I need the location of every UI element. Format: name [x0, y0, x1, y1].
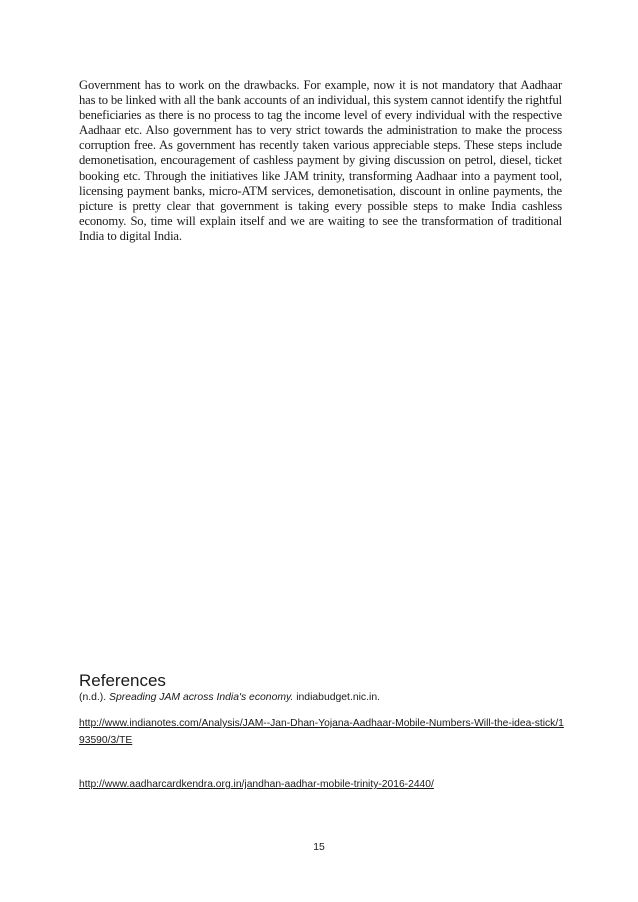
references-heading: References	[79, 671, 166, 690]
reference-link-indianotes[interactable]: http://www.indianotes.com/Analysis/JAM--Jan-Dhan-Yojana-Aadhaar-Mobile-Numbers-Will-the-idea-stick/193590/3/TE	[79, 718, 564, 746]
reference-link-aadharcardkendra[interactable]: http://www.aadharcardkendra.org.in/jandhan-aadhar-mobile-trinity-2016-2440/	[79, 779, 434, 790]
reference-entry-prefix: (n.d.).	[79, 692, 110, 703]
reference-entry-title: Spreading JAM across India's economy.	[109, 692, 294, 703]
page-number: 15	[313, 842, 325, 853]
reference-entry	[79, 691, 562, 705]
body-paragraph: Government has to work on the drawbacks. For example, now it is not mandatory that Aadhaar has to be linked with all the bank accounts of an individual, this system cannot identify the rightful beneficiaries as there is no process to tag the income level of every individual with the respective Aadhaar etc. Also government has to very strict towards the administration to make the process corruption free. As government has recently taken various appreciable steps. These steps include demonetisation, encouragement of cashless payment by giving discussion on petrol, diesel, ticket booking etc. Through the initiatives like JAM trinity, transforming Aadhaar into a payment tool, licensing payment banks, micro-ATM services, demonetisation, discount in online payments, the picture is pretty clear that government is taking every possible steps to make India cashless economy. So, time will explain itself and we are waiting to see the transformation of traditional India to digital India.	[79, 78, 562, 243]
reference-entry-source: indiabudget.nic.in.	[293, 692, 380, 703]
